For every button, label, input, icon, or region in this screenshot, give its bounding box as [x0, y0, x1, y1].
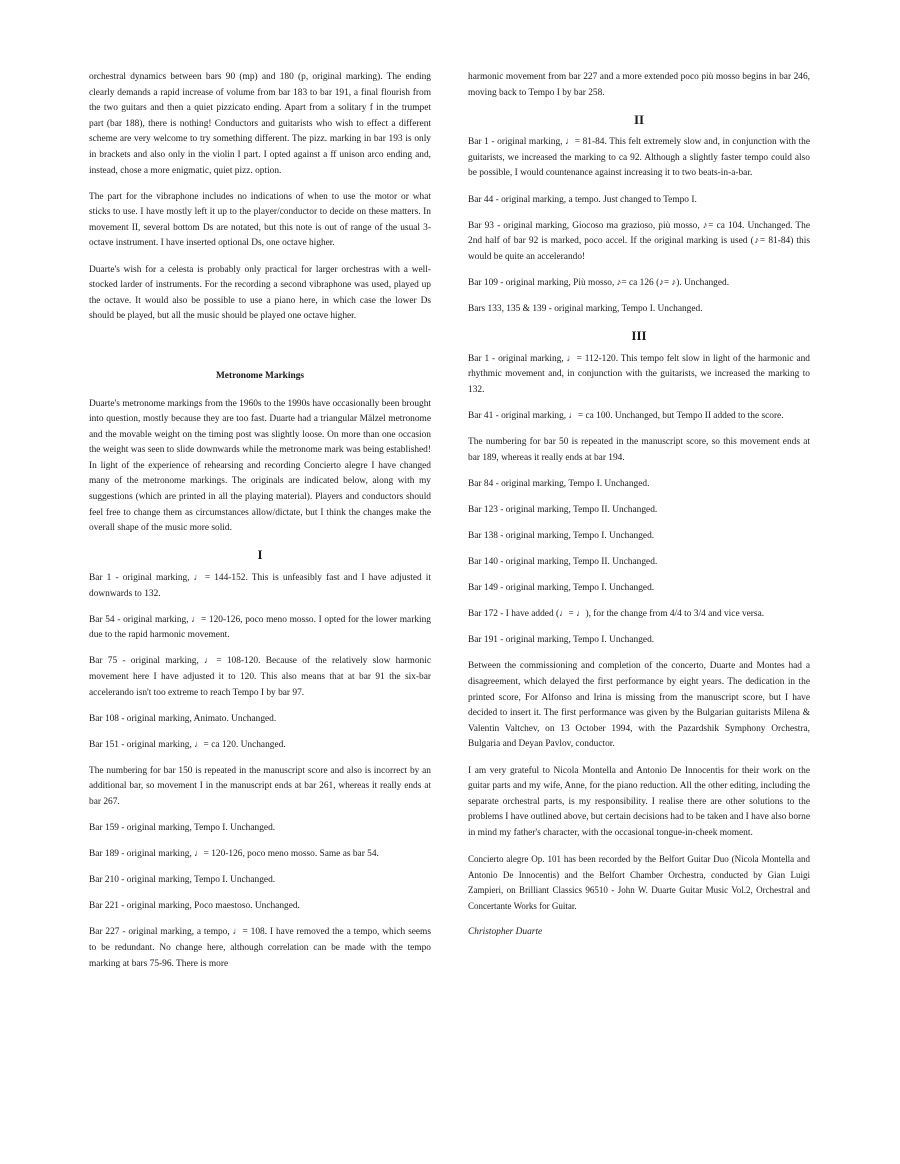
- list-item: Bar 1 - original marking, ♩= 144-152. This is unfeasibly fast and I have adjusted it downwards to 132.: [89, 572, 431, 599]
- paragraph-recording: Concierto alegre Op. 101 has been recorded by the Belfort Guitar Duo (Nicola Montella and Antonio De Innocentis) and the Belfort Chamber Orchestra, conducted by Gian Luigi Zampieri, on Brilliant Classics 96510 - John W. Duarte Guitar Music Vol.2, Orchestral and Concertante Works for Guitar.: [468, 853, 810, 911]
- list-item: Bars 133, 135 & 139 - original marking, Tempo I. Unchanged.: [468, 304, 703, 315]
- list-item: Bar 149 - original marking, Tempo I. Unchanged.: [468, 583, 655, 594]
- list-item: Bar 221 - original marking, Poco maestoso. Unchanged.: [89, 901, 300, 912]
- movement-heading-i: I: [257, 547, 263, 563]
- paragraph-metronome-intro: Duarte's metronome markings from the 1960s to the 1990s have occasionally been brought into question, mostly because they are too fast. Duarte had a triangular Mälzel metronome and the movable weight on the timing post was slightly loose. On more than one occasion the weight was seen to slide downwards while the metronome mark was being established! In light of the experience of rehearsing and recording Concierto alegre I have changed many of the metronome markings. The originals are indicated below, along with my suggestions (which are printed in all the playing material). Players and conductors should feel free to change them as circumstances allow/dictate, but I think the changes make the overall shape of the music more solid.: [89, 398, 431, 534]
- list-item: Bar 191 - original marking, Tempo I. Unchanged.: [468, 635, 655, 646]
- paragraph-dynamics: orchestral dynamics between bars 90 (mp) and 180 (p, original marking). The ending clearly demands a rapid increase of volume from bar 183 to bar 191, a final flourish from the two guitars and then a quiet pizzicato ending. Apart from a solitary f in the trumpet part (bar 188), there is nothing! Conductors and guitarists who wish to effect a different scheme are very welcome to try something different. The pizz. marking in bar 193 is only in brackets and also only in the violin I part. I opted against a ff unison arco ending and, instead, chose a more enigmatic, quiet pizz. option.: [89, 72, 431, 176]
- list-item: Bar 41 - original marking, ♩= ca 100. Unchanged, but Tempo II added to the score.: [468, 411, 784, 421]
- paragraph-vibraphone: The part for the vibraphone includes no indications of when to use the motor or what sticks to use. I have mostly left it up to the player/conductor to decide on these matters. In movement II, several bottom Ds are notated, but this note is out of range of the usual 3-octave instrument. I have inserted optional Ds, one octave higher.: [89, 191, 431, 249]
- list-item: Bar 151 - original marking, ♩= ca 120. Unchanged.: [89, 739, 286, 750]
- list-item: Bar 54 - original marking, ♩= 120-126, poco meno mosso. I opted for the lower marking due to the rapid harmonic movement.: [89, 614, 431, 641]
- paragraph-first-performance: Between the commissioning and completion of the concerto, Duarte and Montes had a disagreement, which delayed the first performance by eight years. The dedication in the printed score, For Alfonso and Irina is missing from the manuscript score, but I have decided to insert it. The first performance was given by the Bulgarian guitarists Milena & Valentin Valtchev, on 13 October 1994, with the Pazardshik Symphony Orchestra, Bulgaria and Deyan Pavlov, conductor.: [468, 661, 810, 750]
- list-item: Bar 1 - original marking, ♩= 81-84. This felt extremely slow and, in conjunction with the guitarists, we increased the marking to ca 92. Although a slightly faster tempo could also be possible, I would countenance against increasing it to two beats-in-a-bar.: [468, 137, 810, 179]
- list-item: Bar 108 - original marking, Animato. Unchanged.: [89, 713, 277, 724]
- list-item: Bar 1 - original marking, ♩= 112-120. This tempo felt slow in light of the harmonic and rhythmic movement and, in conjunction with the guitarists, we increased the marking to 132.: [468, 353, 810, 395]
- list-item: Bar 189 - original marking, ♩= 120-126, poco meno mosso. Same as bar 54.: [89, 849, 379, 860]
- paragraph-continuation: harmonic movement from bar 227 and a more extended poco più mosso begins in bar 246, moving back to Tempo I by bar 258.: [468, 72, 810, 98]
- list-item: Bar 123 - original marking, Tempo II. Unchanged.: [468, 504, 658, 515]
- list-item: The numbering for bar 150 is repeated in the manuscript score and also is incorrect by an additional bar, so movement I in the manuscript ends at bar 261, whereas it really ends at bar 267.: [89, 765, 431, 807]
- list-item: Bar 227 - original marking, a tempo, ♩= 108. I have removed the a tempo, which seems to be redundant. No change here, although correlation can be made with the tempo marking at bars 75-96. There is more: [89, 927, 431, 969]
- section-heading-metronome: Metronome Markings: [215, 370, 305, 381]
- list-item: Bar 109 - original marking, Più mosso, ♪= ca 126 (♪= ♪). Unchanged.: [468, 277, 730, 288]
- list-item: Bar 84 - original marking, Tempo I. Unchanged.: [468, 478, 650, 489]
- list-item: Bar 172 - I have added (♩= ♩), for the change from 4/4 to 3/4 and vice versa.: [468, 609, 765, 620]
- list-item: Bar 159 - original marking, Tempo I. Unchanged.: [89, 823, 276, 834]
- paragraph-acknowledgements: I am very grateful to Nicola Montella and Antonio De Innocentis for their work on the guitar parts and my wife, Anne, for the piano reduction. All the other editing, including the separate orchestral parts, is my responsibility. I realise there are other solutions to the problems I have outlined above, but certain decisions had to be taken and I have also borne in mind my father's character, with the occasional tongue-in-cheek moment.: [468, 765, 810, 838]
- list-item: Bar 138 - original marking, Tempo I. Unchanged.: [468, 530, 655, 541]
- paragraph-celesta: Duarte's wish for a celesta is probably only practical for larger orchestras with a well-stocked larder of instruments. For the recording a second vibraphone was used, played up the octave. It would also be possible to use a piano here, in which case the lower Ds should be played, but all the music should be played one octave higher.: [89, 264, 431, 322]
- list-item: Bar 93 - original marking, Giocoso ma grazioso, più mosso, ♪= ca 104. Unchanged. The 2nd half of bar 92 is marked, poco accel. If the original marking is used (♪= 81-84) this would be quite an accelerando!: [468, 220, 810, 262]
- right-column: [468, 70, 810, 951]
- list-item: Bar 75 - original marking, ♩= 108-120. Because of the relatively slow harmonic movement here I have adjusted it to 120. This also means that at bar 91 the six-bar accelerando isn't too extreme to reach Tempo I by bar 97.: [89, 656, 431, 698]
- list-item: Bar 210 - original marking, Tempo I. Unchanged.: [89, 875, 276, 886]
- left-column: [89, 70, 431, 983]
- list-item: Bar 44 - original marking, a tempo. Just changed to Tempo I.: [468, 194, 697, 205]
- signature: Christopher Duarte: [468, 926, 543, 937]
- list-item: The numbering for bar 50 is repeated in the manuscript score, so this movement ends at bar 189, whereas it really ends at bar 194.: [468, 437, 810, 463]
- list-item: Bar 140 - original marking, Tempo II. Unchanged.: [468, 557, 658, 568]
- movement-heading-iii: III: [631, 328, 647, 344]
- movement-heading-ii: II: [633, 111, 645, 127]
